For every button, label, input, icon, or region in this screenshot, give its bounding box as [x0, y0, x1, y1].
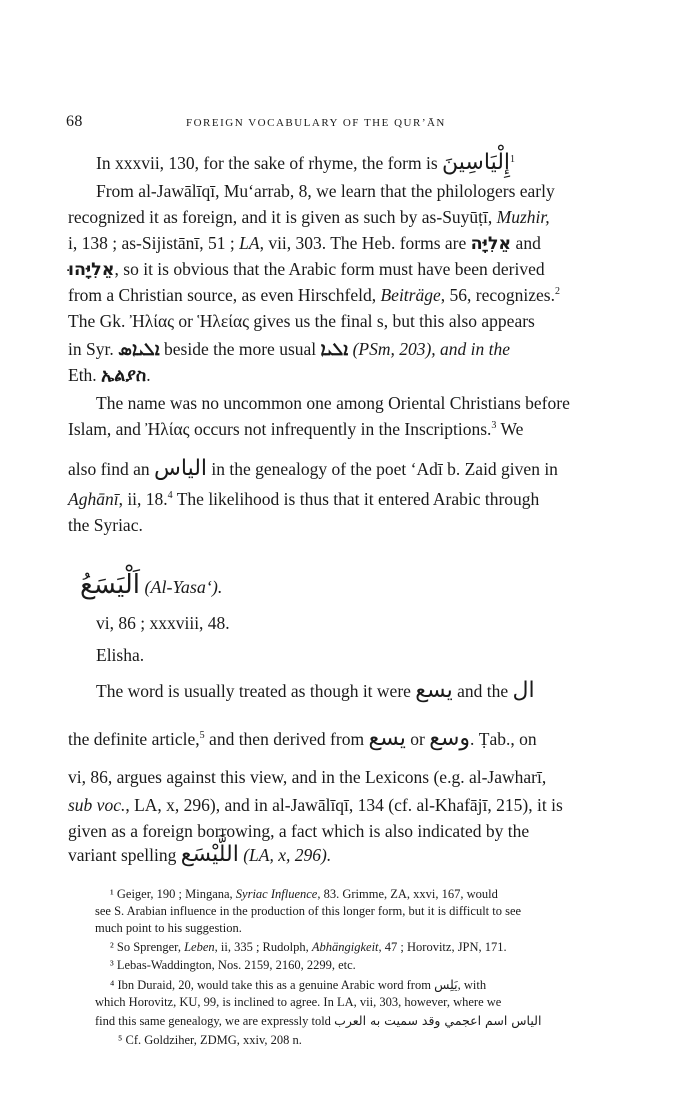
- note-ref-3: 3: [491, 420, 497, 432]
- para4-line-3: vi, 86, argues against this view, and in the Lexicons (e.g. al-Jawharī,: [68, 767, 547, 787]
- running-title: FOREIGN VOCABULARY OF THE QUR’ĀN: [186, 117, 446, 129]
- ethiopic-elyas: ኤልያስ: [101, 366, 147, 386]
- para3-line-2: Islam, and Ἠλίας occurs not infrequently in the Inscriptions.$^3$ We: [68, 419, 524, 439]
- para1-text: In xxxvii, 130, for the sake of rhyme, the form is: [96, 153, 438, 173]
- para2-line-6: The Gk. Ἠλίας or Ἡλείας gives us the final s, but this also appears: [68, 311, 535, 331]
- headword-translit: (Al-Yasa‘).: [144, 577, 223, 597]
- entry-refs: vi, 86 ; xxxviii, 48.: [96, 613, 230, 633]
- para4-line-6: variant spelling اللَّيْسَع (LA, x, 296).: [68, 842, 332, 867]
- para3-line-1: The name was no uncommon one among Oriental Christians before: [96, 393, 570, 413]
- note-ref-5: 5: [199, 730, 205, 742]
- para3-line-5: the Syriac.: [68, 515, 143, 535]
- note-ref-1: 1: [510, 154, 516, 166]
- hebrew-eliyyahu: אֵלִיָּהוּ: [68, 260, 115, 280]
- para4-line-1: The word is usually treated as though it were يسع and the ال: [96, 678, 535, 703]
- para3-line-3: also find an الياس in the genealogy of the poet ‘Adī b. Zaid given in: [68, 456, 558, 481]
- syriac-eliyas: ܐܠܝܐܣ: [118, 340, 160, 360]
- footnote-2: ² So Sprenger, Leben, ii, 335 ; Rudolph, Abhängigkeit, 47 ; Horovitz, JPN, 171.: [110, 940, 507, 954]
- para2-line-7: in Syr. ܐܠܝܐܣ beside the more usual ܐܠܝܐ (PSm, 203), and in the: [68, 339, 511, 360]
- footnote-4-line-1: ⁴ Ibn Duraid, 20, would take this as a genuine Arabic word from يَلِس, with: [110, 977, 487, 992]
- note-ref-2: 2: [554, 286, 560, 298]
- page-number: 68: [66, 113, 83, 130]
- footnote-4-line-3: find this same genealogy, we are expressly told الياس اسم اعجمي وقد سميت به العرب: [95, 1013, 542, 1028]
- arabic-alyas: الياس: [154, 456, 208, 481]
- hebrew-eliyyah: אֵלִיָּה: [470, 234, 512, 254]
- footnote-3: ³ Lebas-Waddington, Nos. 2159, 2160, 2299, etc.: [110, 958, 356, 972]
- para2-line-1: From al-Jawālīqī, Mu‘arrab, 8, we learn that the philologers early: [96, 181, 555, 201]
- footnote-1-line-1: ¹ Geiger, 190 ; Mingana, Syriac Influence, 83. Grimme, ZA, xxvi, 167, would: [110, 887, 498, 901]
- syriac-eliya: ܐܠܝܐ: [320, 340, 349, 360]
- para2-line-4: אֵלִיָּהוּ, so it is obvious that the Arabic form must have been derived: [68, 259, 545, 280]
- para2-line-8: Eth. ኤልያስ.: [68, 365, 151, 386]
- running-head: [66, 113, 446, 131]
- entry-heading: [80, 570, 223, 600]
- note-ref-4: 4: [167, 490, 173, 502]
- para3-line-4: Aghānī, ii, 18.$^4$ The likelihood is thus that it entered Arabic through: [68, 489, 540, 509]
- para2-line-5: from a Christian source, as even Hirschfeld, Beiträge, 56, recognizes.$^2$: [68, 285, 560, 305]
- footnote-1-line-3: much point to his suggestion.: [95, 921, 242, 935]
- para2-line-2: recognized it as foreign, and it is given as such by as-Suyūṭī, Muzhir,: [68, 207, 550, 227]
- para4-line-5: given as a foreign borrowing, a fact which is also indicated by the: [68, 821, 530, 841]
- footnote-1-line-2: see S. Arabian influence in the production of this longer form, but it is difficult to see: [95, 904, 522, 918]
- footnote-4-line-2: which Horovitz, KU, 99, is inclined to agree. In LA, vii, 303, however, where we: [95, 995, 502, 1009]
- para1-line: [96, 152, 515, 174]
- footnote-5: ⁵ Cf. Goldziher, ZDMG, xxiv, 208 n.: [118, 1033, 302, 1047]
- arabic-ilyasin: إِلْيَاسِينَ: [442, 150, 511, 175]
- headword-al-yasa: اَلْيَسَعُ: [80, 570, 141, 600]
- para4-line-4: sub voc., LA, x, 296), and in al-Jawālīqī, 134 (cf. al-Khafājī, 215), it is: [68, 795, 563, 815]
- para2-line-3: i, 138 ; as-Sijistānī, 51 ; LA, vii, 303. The Heb. forms are אֵלִיָּה and: [68, 233, 541, 254]
- entry-gloss: Elisha.: [96, 645, 145, 665]
- para4-line-2: the definite article,$^5$ and then derived from يسع or وسع. Ṭab., on: [68, 726, 537, 751]
